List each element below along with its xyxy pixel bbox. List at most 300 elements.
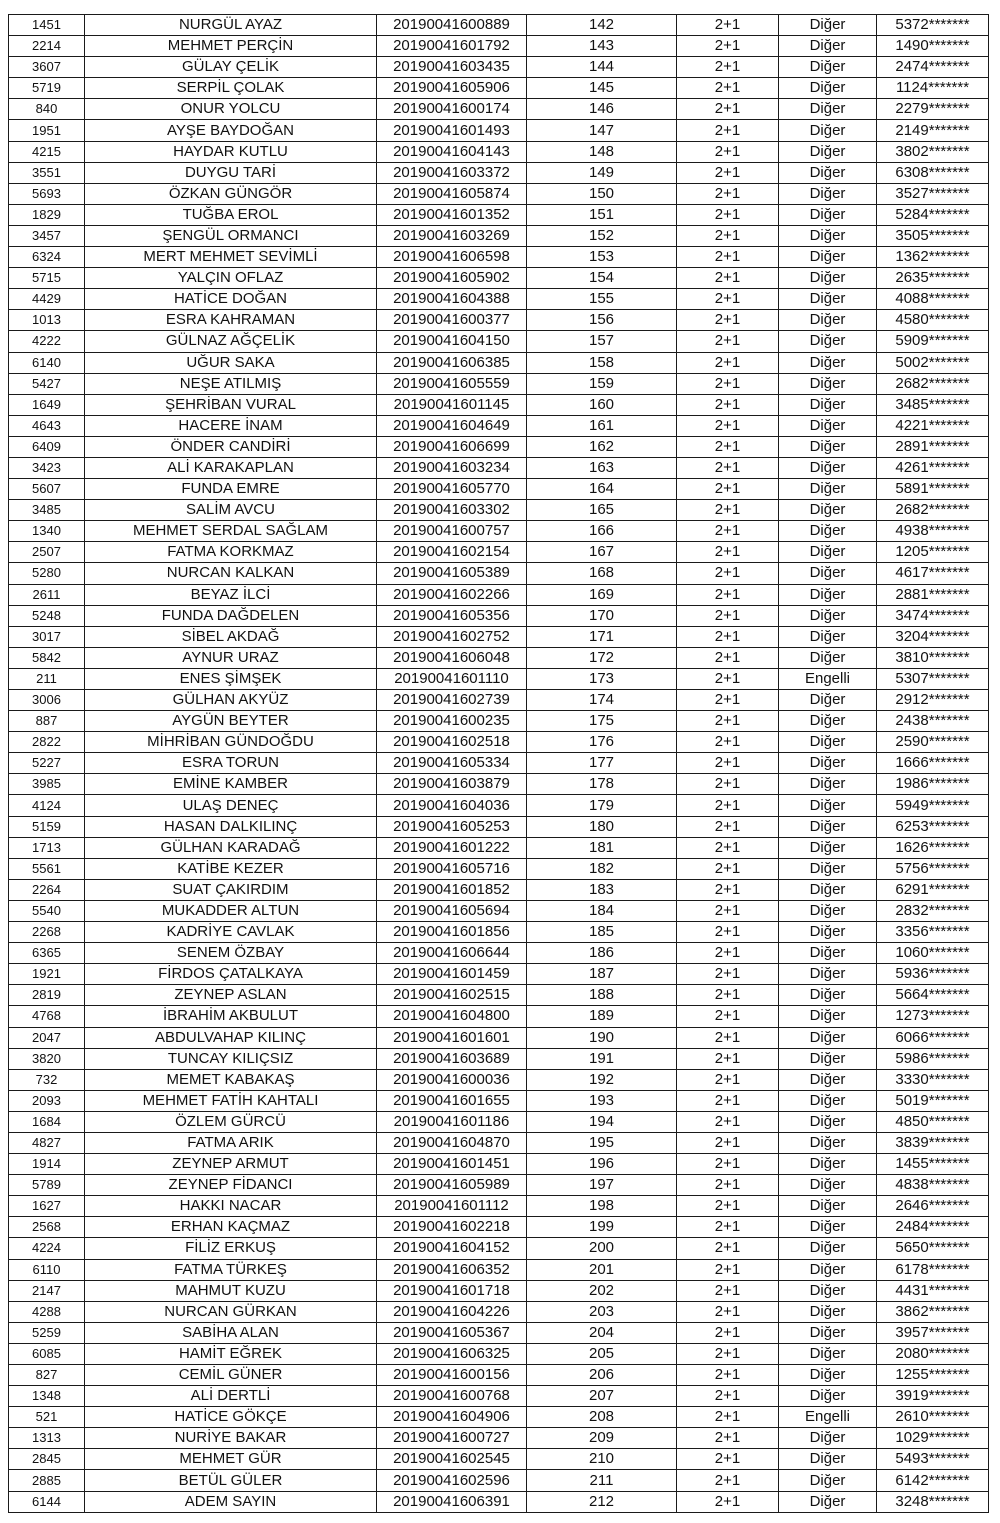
cell-kategori: Diğer (779, 1343, 877, 1364)
table-row (9, 1217, 989, 1238)
cell-basvuru-no: 20190041601186 (377, 1111, 527, 1132)
cell-sira-no: 5719 (9, 78, 85, 99)
cell-kategori: Diğer (779, 626, 877, 647)
cell-sira-no: 521 (9, 1407, 85, 1428)
table-row (9, 668, 989, 689)
cell-konut-tipi: 2+1 (677, 1154, 779, 1175)
cell-sira-no: 5842 (9, 647, 85, 668)
cell-kategori: Diğer (779, 1322, 877, 1343)
cell-tc-kimlik: 2646******* (877, 1196, 989, 1217)
cell-kura-sira: 192 (527, 1069, 677, 1090)
cell-basvuru-no: 20190041601459 (377, 964, 527, 985)
table-row (9, 373, 989, 394)
cell-konut-tipi: 2+1 (677, 521, 779, 542)
cell-kura-sira: 172 (527, 647, 677, 668)
cell-basvuru-no: 20190041603879 (377, 774, 527, 795)
table-row (9, 1154, 989, 1175)
cell-basvuru-no: 20190041601451 (377, 1154, 527, 1175)
cell-sira-no: 5540 (9, 900, 85, 921)
cell-basvuru-no: 20190041602752 (377, 626, 527, 647)
cell-kategori: Diğer (779, 289, 877, 310)
table-row (9, 36, 989, 57)
cell-konut-tipi: 2+1 (677, 1386, 779, 1407)
cell-ad-soyad: MEHMET PERÇİN (85, 36, 377, 57)
cell-basvuru-no: 20190041602518 (377, 732, 527, 753)
cell-konut-tipi: 2+1 (677, 247, 779, 268)
cell-kura-sira: 156 (527, 310, 677, 331)
cell-sira-no: 2507 (9, 542, 85, 563)
cell-kura-sira: 186 (527, 943, 677, 964)
cell-sira-no: 827 (9, 1365, 85, 1386)
cell-konut-tipi: 2+1 (677, 373, 779, 394)
cell-konut-tipi: 2+1 (677, 268, 779, 289)
cell-kategori: Diğer (779, 795, 877, 816)
cell-basvuru-no: 20190041605902 (377, 268, 527, 289)
cell-ad-soyad: ONUR YOLCU (85, 99, 377, 120)
cell-kategori: Diğer (779, 457, 877, 478)
cell-kategori: Diğer (779, 1280, 877, 1301)
cell-konut-tipi: 2+1 (677, 1090, 779, 1111)
cell-tc-kimlik: 2832******* (877, 900, 989, 921)
cell-sira-no: 3607 (9, 57, 85, 78)
table-row (9, 1386, 989, 1407)
table-row (9, 985, 989, 1006)
cell-kategori: Diğer (779, 900, 877, 921)
cell-kura-sira: 189 (527, 1006, 677, 1027)
cell-basvuru-no: 20190041605356 (377, 605, 527, 626)
cell-basvuru-no: 20190041604870 (377, 1132, 527, 1153)
cell-kategori: Diğer (779, 373, 877, 394)
cell-tc-kimlik: 3505******* (877, 225, 989, 246)
cell-kura-sira: 143 (527, 36, 677, 57)
cell-sira-no: 1914 (9, 1154, 85, 1175)
cell-basvuru-no: 20190041605334 (377, 753, 527, 774)
cell-basvuru-no: 20190041605694 (377, 900, 527, 921)
cell-tc-kimlik: 3330******* (877, 1069, 989, 1090)
cell-kura-sira: 164 (527, 479, 677, 500)
cell-kura-sira: 175 (527, 711, 677, 732)
cell-ad-soyad: SENEM ÖZBAY (85, 943, 377, 964)
cell-kura-sira: 193 (527, 1090, 677, 1111)
cell-basvuru-no: 20190041602515 (377, 985, 527, 1006)
table-row (9, 943, 989, 964)
cell-tc-kimlik: 3204******* (877, 626, 989, 647)
cell-tc-kimlik: 3919******* (877, 1386, 989, 1407)
cell-kura-sira: 183 (527, 879, 677, 900)
cell-sira-no: 2885 (9, 1470, 85, 1491)
cell-kategori: Diğer (779, 183, 877, 204)
table-row (9, 1006, 989, 1027)
cell-kategori: Diğer (779, 837, 877, 858)
cell-tc-kimlik: 5019******* (877, 1090, 989, 1111)
cell-kura-sira: 171 (527, 626, 677, 647)
cell-konut-tipi: 2+1 (677, 1365, 779, 1386)
cell-kura-sira: 147 (527, 120, 677, 141)
cell-tc-kimlik: 5891******* (877, 479, 989, 500)
cell-ad-soyad: AYNUR URAZ (85, 647, 377, 668)
cell-sira-no: 3820 (9, 1048, 85, 1069)
cell-konut-tipi: 2+1 (677, 668, 779, 689)
table-row (9, 1027, 989, 1048)
cell-kura-sira: 184 (527, 900, 677, 921)
cell-kategori: Diğer (779, 1449, 877, 1470)
cell-sira-no: 5715 (9, 268, 85, 289)
cell-konut-tipi: 2+1 (677, 1069, 779, 1090)
cell-basvuru-no: 20190041604906 (377, 1407, 527, 1428)
cell-konut-tipi: 2+1 (677, 141, 779, 162)
cell-kura-sira: 182 (527, 858, 677, 879)
table-row (9, 457, 989, 478)
cell-ad-soyad: ENES ŞİMŞEK (85, 668, 377, 689)
cell-tc-kimlik: 3957******* (877, 1322, 989, 1343)
cell-ad-soyad: ESRA TORUN (85, 753, 377, 774)
cell-ad-soyad: ÖZKAN GÜNGÖR (85, 183, 377, 204)
cell-sira-no: 840 (9, 99, 85, 120)
cell-kategori: Diğer (779, 352, 877, 373)
cell-kura-sira: 151 (527, 204, 677, 225)
cell-sira-no: 6144 (9, 1491, 85, 1512)
cell-sira-no: 2147 (9, 1280, 85, 1301)
cell-basvuru-no: 20190041600235 (377, 711, 527, 732)
cell-tc-kimlik: 4838******* (877, 1175, 989, 1196)
cell-tc-kimlik: 5949******* (877, 795, 989, 816)
cell-konut-tipi: 2+1 (677, 204, 779, 225)
table-row (9, 521, 989, 542)
cell-basvuru-no: 20190041606391 (377, 1491, 527, 1512)
cell-basvuru-no: 20190041605716 (377, 858, 527, 879)
cell-tc-kimlik: 5493******* (877, 1449, 989, 1470)
cell-basvuru-no: 20190041603234 (377, 457, 527, 478)
cell-ad-soyad: SALİM AVCU (85, 500, 377, 521)
cell-ad-soyad: FİLİZ ERKUŞ (85, 1238, 377, 1259)
cell-tc-kimlik: 1362******* (877, 247, 989, 268)
cell-kategori: Diğer (779, 879, 877, 900)
cell-sira-no: 4124 (9, 795, 85, 816)
cell-kategori: Diğer (779, 858, 877, 879)
cell-kura-sira: 161 (527, 415, 677, 436)
cell-basvuru-no: 20190041606598 (377, 247, 527, 268)
cell-sira-no: 4224 (9, 1238, 85, 1259)
table-row (9, 415, 989, 436)
cell-tc-kimlik: 5664******* (877, 985, 989, 1006)
cell-sira-no: 4768 (9, 1006, 85, 1027)
cell-sira-no: 5227 (9, 753, 85, 774)
table-row (9, 563, 989, 584)
cell-tc-kimlik: 5284******* (877, 204, 989, 225)
cell-ad-soyad: DUYGU TARİ (85, 162, 377, 183)
cell-ad-soyad: MİHRİBAN GÜNDOĞDU (85, 732, 377, 753)
cell-basvuru-no: 20190041606352 (377, 1259, 527, 1280)
cell-sira-no: 3423 (9, 457, 85, 478)
table-row (9, 479, 989, 500)
cell-ad-soyad: UĞUR SAKA (85, 352, 377, 373)
cell-tc-kimlik: 2474******* (877, 57, 989, 78)
cell-basvuru-no: 20190041600727 (377, 1428, 527, 1449)
table-row (9, 225, 989, 246)
cell-kategori: Diğer (779, 1428, 877, 1449)
cell-tc-kimlik: 5307******* (877, 668, 989, 689)
cell-ad-soyad: FİRDOS ÇATALKAYA (85, 964, 377, 985)
cell-basvuru-no: 20190041602218 (377, 1217, 527, 1238)
cell-basvuru-no: 20190041600036 (377, 1069, 527, 1090)
cell-konut-tipi: 2+1 (677, 690, 779, 711)
cell-kategori: Diğer (779, 964, 877, 985)
cell-sira-no: 887 (9, 711, 85, 732)
cell-kategori: Diğer (779, 1111, 877, 1132)
cell-kura-sira: 148 (527, 141, 677, 162)
cell-kura-sira: 195 (527, 1132, 677, 1153)
cell-ad-soyad: NURCAN GÜRKAN (85, 1301, 377, 1322)
cell-tc-kimlik: 2610******* (877, 1407, 989, 1428)
cell-konut-tipi: 2+1 (677, 479, 779, 500)
table-row (9, 922, 989, 943)
table-row (9, 1238, 989, 1259)
cell-kategori: Diğer (779, 690, 877, 711)
cell-basvuru-no: 20190041604388 (377, 289, 527, 310)
cell-sira-no: 1451 (9, 15, 85, 36)
cell-sira-no: 1649 (9, 394, 85, 415)
cell-basvuru-no: 20190041604226 (377, 1301, 527, 1322)
table-row (9, 1470, 989, 1491)
cell-ad-soyad: BEYAZ İLCİ (85, 584, 377, 605)
table-row (9, 268, 989, 289)
table-row (9, 690, 989, 711)
cell-konut-tipi: 2+1 (677, 943, 779, 964)
cell-sira-no: 3485 (9, 500, 85, 521)
cell-tc-kimlik: 1455******* (877, 1154, 989, 1175)
cell-kura-sira: 144 (527, 57, 677, 78)
cell-kura-sira: 153 (527, 247, 677, 268)
cell-tc-kimlik: 3839******* (877, 1132, 989, 1153)
cell-kura-sira: 157 (527, 331, 677, 352)
cell-basvuru-no: 20190041605906 (377, 78, 527, 99)
cell-konut-tipi: 2+1 (677, 563, 779, 584)
cell-sira-no: 6365 (9, 943, 85, 964)
cell-basvuru-no: 20190041605559 (377, 373, 527, 394)
cell-konut-tipi: 2+1 (677, 1407, 779, 1428)
cell-ad-soyad: ALİ KARAKAPLAN (85, 457, 377, 478)
cell-kura-sira: 204 (527, 1322, 677, 1343)
cell-konut-tipi: 2+1 (677, 584, 779, 605)
cell-sira-no: 4827 (9, 1132, 85, 1153)
table-row (9, 816, 989, 837)
cell-kategori: Diğer (779, 1301, 877, 1322)
cell-basvuru-no: 20190041600757 (377, 521, 527, 542)
cell-kategori: Diğer (779, 1386, 877, 1407)
cell-ad-soyad: ADEM SAYIN (85, 1491, 377, 1512)
cell-basvuru-no: 20190041601792 (377, 36, 527, 57)
cell-kategori: Diğer (779, 141, 877, 162)
cell-ad-soyad: FATMA TÜRKEŞ (85, 1259, 377, 1280)
cell-tc-kimlik: 6308******* (877, 162, 989, 183)
cell-basvuru-no: 20190041606325 (377, 1343, 527, 1364)
cell-kura-sira: 145 (527, 78, 677, 99)
cell-ad-soyad: TUĞBA EROL (85, 204, 377, 225)
table-row (9, 1365, 989, 1386)
cell-konut-tipi: 2+1 (677, 1301, 779, 1322)
cell-sira-no: 2845 (9, 1449, 85, 1470)
cell-kategori: Diğer (779, 542, 877, 563)
cell-konut-tipi: 2+1 (677, 1111, 779, 1132)
cell-kura-sira: 208 (527, 1407, 677, 1428)
cell-sira-no: 2214 (9, 36, 85, 57)
cell-kura-sira: 160 (527, 394, 677, 415)
cell-kategori: Diğer (779, 605, 877, 626)
cell-kategori: Diğer (779, 1491, 877, 1512)
cell-ad-soyad: ZEYNEP FİDANCI (85, 1175, 377, 1196)
cell-kura-sira: 203 (527, 1301, 677, 1322)
cell-ad-soyad: NEŞE ATILMIŞ (85, 373, 377, 394)
cell-ad-soyad: SİBEL AKDAĞ (85, 626, 377, 647)
cell-kategori: Diğer (779, 1259, 877, 1280)
table-row (9, 352, 989, 373)
cell-kategori: Diğer (779, 57, 877, 78)
cell-sira-no: 2268 (9, 922, 85, 943)
table-row (9, 879, 989, 900)
cell-sira-no: 1627 (9, 1196, 85, 1217)
cell-ad-soyad: KATİBE KEZER (85, 858, 377, 879)
cell-basvuru-no: 20190041605367 (377, 1322, 527, 1343)
cell-sira-no: 3985 (9, 774, 85, 795)
cell-ad-soyad: ABDULVAHAP KILINÇ (85, 1027, 377, 1048)
cell-sira-no: 1951 (9, 120, 85, 141)
cell-basvuru-no: 20190041601856 (377, 922, 527, 943)
cell-kategori: Diğer (779, 78, 877, 99)
cell-konut-tipi: 2+1 (677, 1238, 779, 1259)
cell-sira-no: 5248 (9, 605, 85, 626)
cell-tc-kimlik: 4221******* (877, 415, 989, 436)
cell-basvuru-no: 20190041601718 (377, 1280, 527, 1301)
cell-tc-kimlik: 4850******* (877, 1111, 989, 1132)
cell-sira-no: 2822 (9, 732, 85, 753)
table-row (9, 584, 989, 605)
cell-konut-tipi: 2+1 (677, 1006, 779, 1027)
cell-kura-sira: 150 (527, 183, 677, 204)
cell-ad-soyad: HACERE İNAM (85, 415, 377, 436)
cell-kategori: Diğer (779, 1365, 877, 1386)
table-row (9, 1407, 989, 1428)
cell-sira-no: 5280 (9, 563, 85, 584)
cell-konut-tipi: 2+1 (677, 394, 779, 415)
table-row (9, 1343, 989, 1364)
cell-kategori: Diğer (779, 943, 877, 964)
table-row (9, 964, 989, 985)
cell-kura-sira: 191 (527, 1048, 677, 1069)
cell-basvuru-no: 20190041600174 (377, 99, 527, 120)
cell-sira-no: 2819 (9, 985, 85, 1006)
cell-basvuru-no: 20190041601112 (377, 1196, 527, 1217)
cell-sira-no: 4643 (9, 415, 85, 436)
cell-tc-kimlik: 1666******* (877, 753, 989, 774)
cell-kura-sira: 173 (527, 668, 677, 689)
cell-ad-soyad: ÖZLEM GÜRCÜ (85, 1111, 377, 1132)
cell-kura-sira: 165 (527, 500, 677, 521)
cell-tc-kimlik: 6142******* (877, 1470, 989, 1491)
cell-ad-soyad: HAYDAR KUTLU (85, 141, 377, 162)
table-row (9, 162, 989, 183)
cell-basvuru-no: 20190041604150 (377, 331, 527, 352)
cell-kategori: Diğer (779, 922, 877, 943)
cell-tc-kimlik: 4938******* (877, 521, 989, 542)
cell-ad-soyad: KADRİYE CAVLAK (85, 922, 377, 943)
cell-tc-kimlik: 2891******* (877, 436, 989, 457)
cell-ad-soyad: HATİCE GÖKÇE (85, 1407, 377, 1428)
cell-tc-kimlik: 2881******* (877, 584, 989, 605)
cell-konut-tipi: 2+1 (677, 1175, 779, 1196)
cell-kategori: Diğer (779, 732, 877, 753)
cell-basvuru-no: 20190041602154 (377, 542, 527, 563)
cell-konut-tipi: 2+1 (677, 1470, 779, 1491)
cell-ad-soyad: GÜLNAZ AĞÇELİK (85, 331, 377, 352)
cell-ad-soyad: FUNDA DAĞDELEN (85, 605, 377, 626)
table-row (9, 1322, 989, 1343)
cell-tc-kimlik: 2682******* (877, 373, 989, 394)
cell-konut-tipi: 2+1 (677, 1428, 779, 1449)
cell-konut-tipi: 2+1 (677, 352, 779, 373)
cell-basvuru-no: 20190041603435 (377, 57, 527, 78)
table-row (9, 647, 989, 668)
cell-konut-tipi: 2+1 (677, 162, 779, 183)
cell-kategori: Diğer (779, 647, 877, 668)
cell-konut-tipi: 2+1 (677, 436, 779, 457)
cell-ad-soyad: GÜLHAN AKYÜZ (85, 690, 377, 711)
cell-kura-sira: 200 (527, 1238, 677, 1259)
cell-sira-no: 5789 (9, 1175, 85, 1196)
cell-konut-tipi: 2+1 (677, 1048, 779, 1069)
cell-ad-soyad: GÜLHAN KARADAĞ (85, 837, 377, 858)
cell-kura-sira: 178 (527, 774, 677, 795)
cell-basvuru-no: 20190041603269 (377, 225, 527, 246)
cell-tc-kimlik: 2590******* (877, 732, 989, 753)
cell-basvuru-no: 20190041601222 (377, 837, 527, 858)
table-row (9, 837, 989, 858)
cell-tc-kimlik: 2682******* (877, 500, 989, 521)
cell-ad-soyad: ŞENGÜL ORMANCI (85, 225, 377, 246)
cell-kura-sira: 190 (527, 1027, 677, 1048)
table-row (9, 605, 989, 626)
table-row (9, 900, 989, 921)
cell-kategori: Diğer (779, 500, 877, 521)
cell-ad-soyad: ZEYNEP ARMUT (85, 1154, 377, 1175)
cell-konut-tipi: 2+1 (677, 457, 779, 478)
table-row (9, 1280, 989, 1301)
cell-konut-tipi: 2+1 (677, 1280, 779, 1301)
cell-kura-sira: 158 (527, 352, 677, 373)
cell-basvuru-no: 20190041601852 (377, 879, 527, 900)
cell-tc-kimlik: 1060******* (877, 943, 989, 964)
cell-kategori: Engelli (779, 1407, 877, 1428)
cell-ad-soyad: AYGÜN BEYTER (85, 711, 377, 732)
cell-ad-soyad: FATMA KORKMAZ (85, 542, 377, 563)
cell-ad-soyad: İBRAHİM AKBULUT (85, 1006, 377, 1027)
cell-ad-soyad: MAHMUT KUZU (85, 1280, 377, 1301)
cell-konut-tipi: 2+1 (677, 1449, 779, 1470)
cell-kategori: Diğer (779, 15, 877, 36)
cell-sira-no: 4429 (9, 289, 85, 310)
cell-basvuru-no: 20190041602545 (377, 1449, 527, 1470)
cell-kategori: Engelli (779, 668, 877, 689)
cell-tc-kimlik: 6291******* (877, 879, 989, 900)
table-row (9, 1090, 989, 1111)
cell-basvuru-no: 20190041600768 (377, 1386, 527, 1407)
table-row (9, 542, 989, 563)
cell-kura-sira: 212 (527, 1491, 677, 1512)
cell-kura-sira: 211 (527, 1470, 677, 1491)
cell-konut-tipi: 2+1 (677, 732, 779, 753)
cell-ad-soyad: HAMİT EĞREK (85, 1343, 377, 1364)
cell-kura-sira: 206 (527, 1365, 677, 1386)
cell-basvuru-no: 20190041601110 (377, 668, 527, 689)
